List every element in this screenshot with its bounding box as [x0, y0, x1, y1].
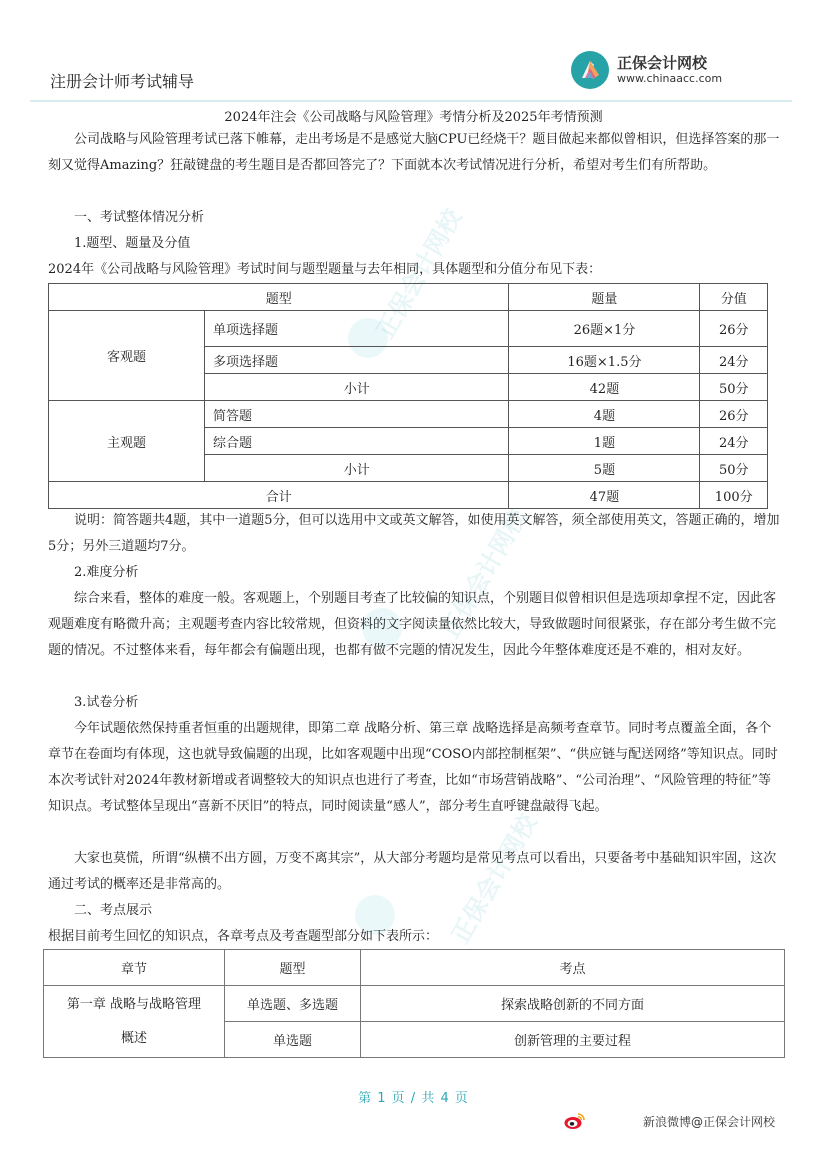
section1-sub1-heading: 1.题型、题量及分值 [74, 236, 191, 251]
chapter-cell [44, 986, 225, 1058]
score-cell: 24分 [700, 428, 768, 455]
watermark: 正保会计网校 [371, 204, 468, 344]
score-cell: 26分 [700, 401, 768, 428]
score-cell: 50分 [700, 374, 768, 401]
section1-heading: 一、考试整体情况分析 [74, 210, 205, 225]
score-cell: 50分 [700, 455, 768, 482]
section1-sub2-heading: 2.难度分析 [74, 565, 139, 580]
count-cell: 26题×1分 [509, 311, 700, 347]
header-cell: 题型 [49, 284, 509, 311]
section1-sub3-text1: 今年试题依然保持重者恒重的出题规律，即第二章 战略分析、第三章 战略选择是高频考查章节。同时考点覆盖全面，各个章节在卷面均有体现，这也就导致偏题的出现，比如客观题中出现“COSO内部控制框架”、“供应链与配送网络”等知识点。同时本次考试针对2024年教材新增或者调整较大的知识点也进行了考查，比如“市场营销战略”、“公司治理”、“风险管理的特征”等知识点。考试整体呈现出“喜新不厌旧”的特点，同时阅读量“感人”，部分考生直呼键盘敲得飞起。 [48, 721, 778, 814]
group-cell: 客观题 [49, 311, 205, 401]
score-cell: 24分 [700, 347, 768, 374]
count-cell: 4题 [509, 401, 700, 428]
document-title: 2024年注会《公司战略与风险管理》考情分析及2025年考情预测 [224, 110, 603, 125]
header-cell: 分值 [700, 284, 768, 311]
type-cell: 简答题 [205, 401, 509, 428]
logo-url: www.chinaacc.com [617, 72, 723, 85]
table-row [49, 401, 768, 428]
score-distribution-table [48, 283, 768, 509]
header-cell: 考点 [361, 950, 785, 986]
count-cell: 42题 [509, 374, 700, 401]
section2-intro: 根据目前考生回忆的知识点，各章考点及考查题型部分如下表所示： [48, 929, 439, 944]
count-cell: 5题 [509, 455, 700, 482]
weibo-account: 新浪微博@正保会计网校 [643, 1115, 776, 1129]
table-note: 说明：简答题共4题，其中一道题5分，但可以选用中文或英文解答，如使用英文解答，须全部使用英文，答题正确的，增加5分；另外三道题均7分。 [48, 513, 780, 554]
section1-sub1-text: 2024年《公司战略与风险管理》考试时间与题型题量与去年相同，具体题型和分值分布见下表： [48, 262, 602, 277]
count-cell: 16题×1.5分 [509, 347, 700, 374]
total-label-cell: 合计 [49, 482, 509, 509]
logo-mark-icon [571, 51, 609, 89]
type-cell: 单选题 [225, 1022, 361, 1058]
subtotal-cell: 小计 [205, 374, 509, 401]
chapter-line: 第一章 战略与战略管理 [66, 996, 202, 1012]
score-cell: 26分 [700, 311, 768, 347]
point-cell: 创新管理的主要过程 [361, 1022, 785, 1058]
header-divider [30, 100, 792, 102]
chapter-line: 概述 [120, 1030, 147, 1046]
header-cell: 题型 [225, 950, 361, 986]
section1-sub2-text: 综合来看，整体的难度一般。客观题上，个别题目考查了比较偏的知识点，个别题目似曾相识但是选项却拿捏不定，因此客观题难度有略微升高；主观题考查内容比较常规，但资料的文字阅读量依然比较大，导致做题时间很紧张，存在部分考生做不完题的情况。不过整体来看，每年都会有偏题出现，也都有做不完题的情况发生，因此今年整体难度还是不难的，相对友好。 [48, 591, 777, 658]
table-row [49, 311, 768, 347]
watermark: 正保会计网校 [446, 809, 543, 949]
exam-points-table [43, 949, 785, 1058]
section1-sub3-text2: 大家也莫慌，所谓“纵横不出方圆，万变不离其宗”，从大部分考题均是常见考点可以看出，只要备考中基础知识牢固，这次通过考试的概率还是非常高的。 [48, 851, 777, 892]
type-cell: 单选题、多选题 [225, 986, 361, 1022]
table-row [44, 986, 785, 1022]
page-indicator: 第 1 页 / 共 4 页 [358, 1091, 469, 1106]
count-cell: 1题 [509, 428, 700, 455]
weibo-icon [564, 1112, 586, 1134]
type-cell: 单项选择题 [205, 311, 509, 347]
type-cell: 综合题 [205, 428, 509, 455]
table-total-row [49, 482, 768, 509]
type-cell: 多项选择题 [205, 347, 509, 374]
section2-heading: 二、考点展示 [74, 903, 153, 918]
group-cell: 主观题 [49, 401, 205, 482]
intro-paragraph: 公司战略与风险管理考试已落下帷幕，走出考场是不是感觉大脑CPU已经烧干？题目做起来都似曾相识，但选择答案的那一刻又觉得Amazing？狂敲键盘的考生题目是否都回答完了？下面就本次考试情况进行分析，希望对考生们有所帮助。 [48, 132, 780, 173]
subtotal-cell: 小计 [205, 455, 509, 482]
table-header-row [49, 284, 768, 311]
point-cell: 探索战略创新的不同方面 [361, 986, 785, 1022]
chinaacc-logo [571, 51, 722, 89]
header-cell: 章节 [44, 950, 225, 986]
table-header-row [44, 950, 785, 986]
total-score-cell: 100分 [700, 482, 768, 509]
header-cell: 题量 [509, 284, 700, 311]
section1-sub3-heading: 3.试卷分析 [74, 695, 139, 710]
header-title: 注册会计师考试辅导 [50, 72, 195, 91]
watermark: 正保会计网校 [436, 504, 533, 644]
logo-name: 正保会计网校 [617, 54, 708, 72]
total-count-cell: 47题 [509, 482, 700, 509]
